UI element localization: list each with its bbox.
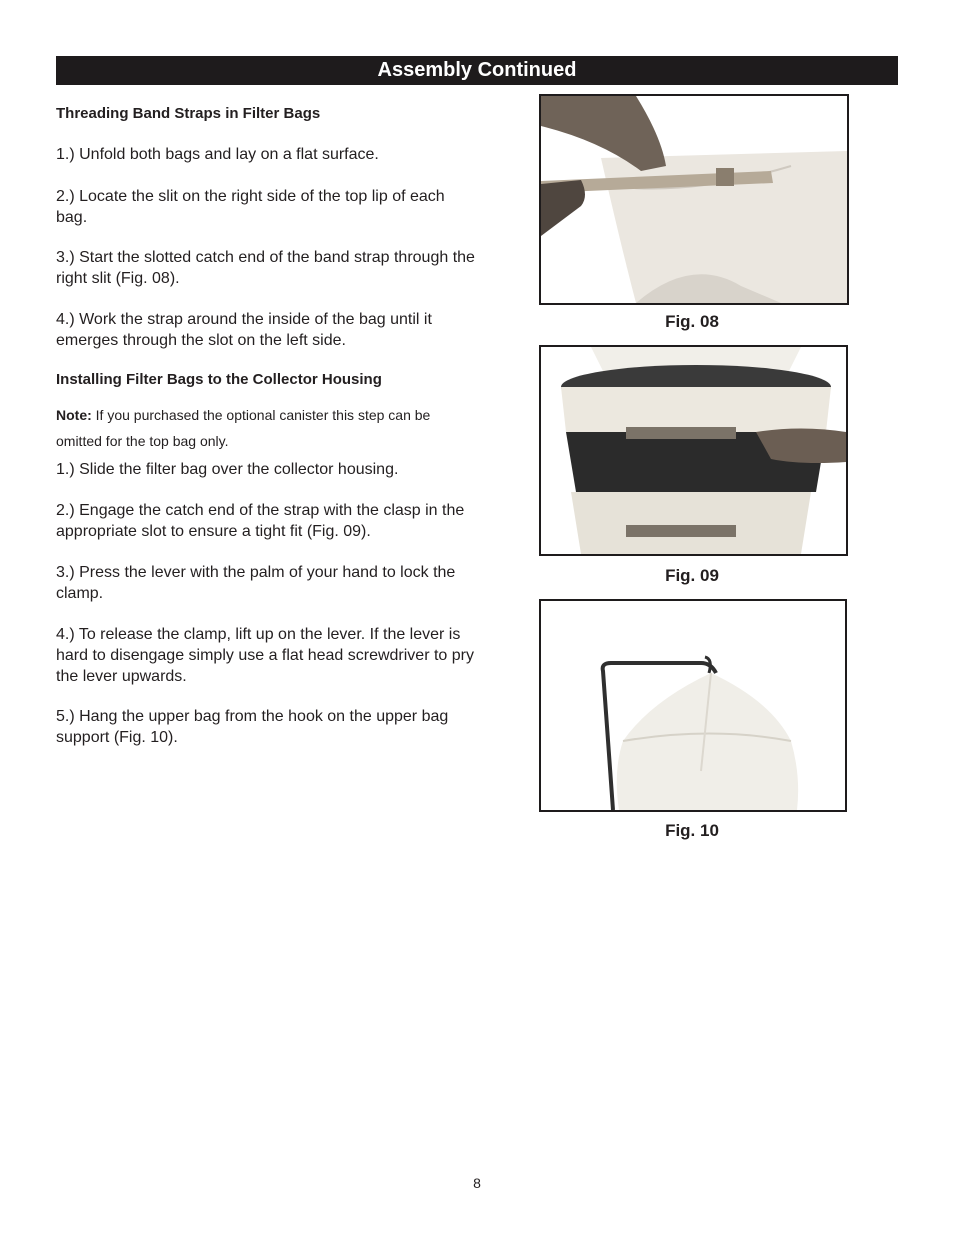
page-number: 8 [473, 1175, 481, 1191]
figure-09-caption: Fig. 09 [665, 566, 719, 585]
step-4-threading: 4.) Work the strap around the inside of the bag until it emerges through the slot on the left side. [56, 311, 432, 349]
step-5-installing: 5.) Hang the upper bag from the hook on the upper bag support (Fig. 10). [56, 708, 449, 746]
figure-08-photo [539, 94, 849, 305]
step-2-installing: 2.) Engage the catch end of the strap with the clasp in the appropriate slot to ensure a tight fit (Fig. 09). [56, 502, 465, 540]
note-text: If you purchased the optional canister this step can be omitted for the top bag only. [56, 407, 431, 449]
figure-09-photo [539, 345, 848, 556]
step-1-threading: 1.) Unfold both bags and lay on a flat surface. [56, 146, 379, 163]
step-3-threading: 3.) Start the slotted catch end of the band strap through the right slit (Fig. 08). [56, 249, 475, 287]
section-header: Assembly Continued [56, 56, 898, 85]
note-label: Note: [56, 407, 92, 423]
figure-10-photo [539, 599, 847, 812]
figure-10-caption: Fig. 10 [665, 821, 719, 840]
step-4-installing: 4.) To release the clamp, lift up on the lever. If the lever is hard to disengage simply use a flat head screwdriver to pry the lever upwards. [56, 626, 474, 685]
section-heading-installing: Installing Filter Bags to the Collector Housing [56, 371, 382, 388]
note-paragraph [56, 402, 476, 454]
figure-08-caption: Fig. 08 [665, 312, 719, 331]
section-heading-threading: Threading Band Straps in Filter Bags [56, 105, 321, 122]
step-3-installing: 3.) Press the lever with the palm of your hand to lock the clamp. [56, 564, 456, 602]
step-2-threading: 2.) Locate the slit on the right side of the top lip of each bag. [56, 188, 445, 226]
step-1-installing: 1.) Slide the filter bag over the collector housing. [56, 461, 399, 478]
